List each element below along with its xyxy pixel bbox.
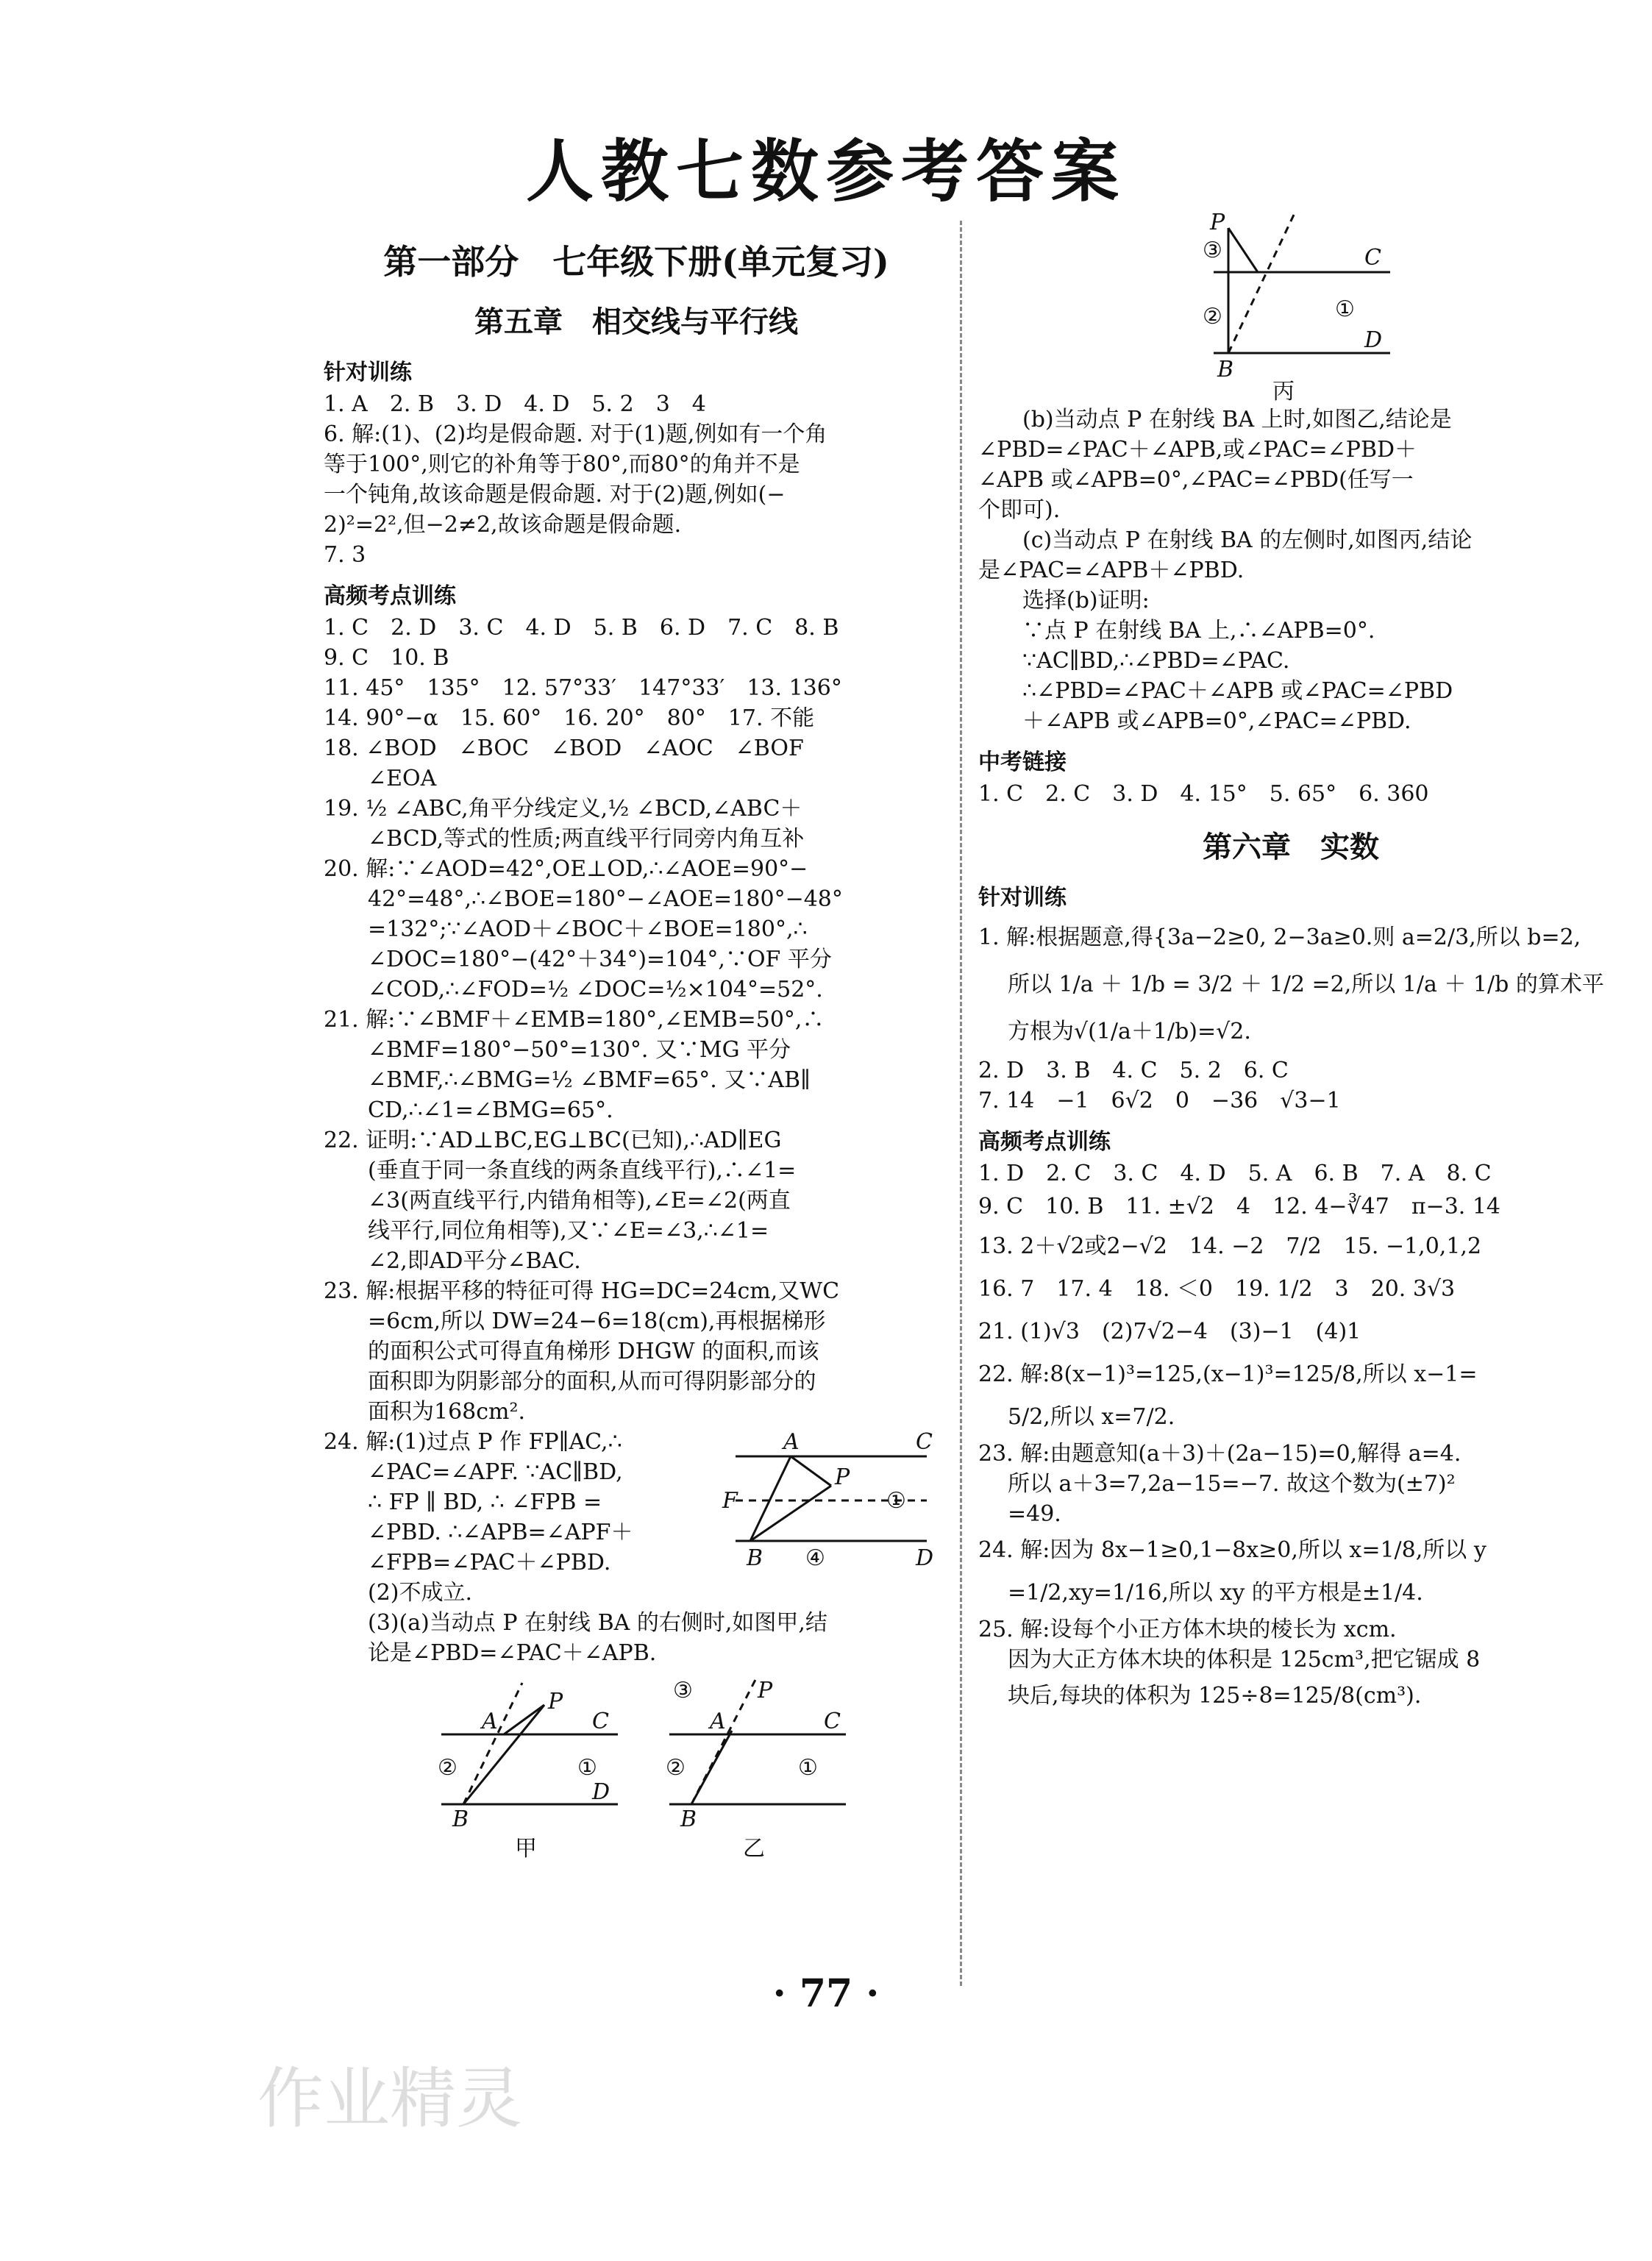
answer-line: (b)当动点 P 在射线 BA 上时,如图乙,结论是: [1022, 407, 1452, 432]
answer-line: ∠2,即AD平分∠BAC.: [368, 1248, 581, 1274]
answer-line: 7. 14 −1 6√2 0 −36 √3−1: [978, 1088, 1341, 1114]
label-A: A: [482, 1709, 498, 1734]
figure-caption-yi: 乙: [743, 1836, 765, 1859]
left-column: [324, 221, 949, 1867]
answer-line: 1. C 2. D 3. C 4. D 5. B 6. D 7. C 8. B: [324, 615, 839, 641]
answer-line: 18. ∠BOD ∠BOC ∠BOD ∠AOC ∠BOF: [324, 736, 804, 761]
answer-line: 11. 45° 135° 12. 57°33′ 147°33′ 13. 136°: [324, 675, 842, 701]
answer-line: 面积为168cm².: [368, 1399, 526, 1425]
answer-line: 20. 解:∵∠AOD=42°,OE⊥OD,∴∠AOE=90°−: [324, 856, 808, 882]
answer-line: ∠EOA: [368, 766, 437, 791]
answer-line: 23. 解:由题意知(a＋3)＋(2a−15)=0,解得 a=4.: [978, 1441, 1461, 1467]
answer-line: CD,∴∠1=∠BMG=65°.: [368, 1097, 613, 1123]
label-circle-1: ①: [886, 1488, 906, 1514]
answer-line: 13. 2＋√2或2−√2 14. −2 7/2 15. −1,0,1,2: [978, 1233, 1482, 1259]
answer-line: 22. 证明:∵AD⊥BC,EG⊥BC(已知),∴AD∥EG: [324, 1128, 782, 1153]
section-frequent-points: 高频考点训练: [324, 583, 456, 609]
answer-line: 的面积公式可得直角梯形 DHGW 的面积,而该: [368, 1339, 819, 1364]
label-B: B: [747, 1545, 763, 1571]
answer-line: 1. D 2. C 3. C 4. D 5. A 6. B 7. A 8. C: [978, 1161, 1492, 1186]
answer-line: 2)²=2²,但−2≠2,故该命题是假命题.: [324, 512, 682, 538]
figure-q24-main: [721, 1427, 941, 1574]
figure-yi: [662, 1676, 853, 1859]
answer-line: 25. 解:设每个小正方体木块的棱长为 xcm.: [978, 1617, 1397, 1642]
answer-line: (垂直于同一条直线的两条直线平行),∴∠1=: [368, 1158, 797, 1183]
section-targeted-training: 针对训练: [324, 360, 412, 385]
watermark: 作业精灵: [257, 2060, 522, 2137]
label-P: P: [835, 1464, 850, 1490]
answer-line: ∠3(两直线平行,内错角相等),∠E=∠2(两直: [368, 1188, 791, 1214]
answer-line: 1. 解:根据题意,得{3a−2≥0, 2−3a≥0.则 a=2/3,所以 b=2,: [978, 925, 1581, 950]
answer-line: 24. 解:(1)过点 P 作 FP∥AC,∴: [324, 1429, 622, 1455]
label-C: C: [824, 1709, 841, 1734]
answer-line: 42°=48°,∴∠BOE=180°−∠AOE=180°−48°: [368, 886, 843, 912]
answer-line: ∵AC∥BD,∴∠PBD=∠PAC.: [1022, 648, 1290, 674]
answer-line: (c)当动点 P 在射线 BA 的左侧时,如图丙,结论: [1022, 527, 1473, 553]
label-circle-4: ④: [805, 1545, 825, 1571]
label-circle-3: ③: [1203, 238, 1222, 263]
answer-line: ∠BMF,∴∠BMG=½ ∠BMF=65°. 又∵AB∥: [368, 1067, 811, 1093]
label-P: P: [758, 1678, 773, 1703]
answer-line: ∴ FP ∥ BD, ∴ ∠FPB =: [368, 1489, 602, 1515]
answer-line: (2)不成立.: [368, 1580, 473, 1606]
answer-line: 9. C 10. B 11. ±√2 4 12. 4−∛47 π−3. 14: [978, 1194, 1501, 1219]
answer-line: ∠BMF=180°−50°=130°. 又∵MG 平分: [368, 1037, 791, 1063]
figure-caption-jia: 甲: [515, 1836, 537, 1859]
label-B: B: [680, 1806, 697, 1832]
answer-line: =49.: [1008, 1501, 1061, 1527]
label-D: D: [592, 1779, 610, 1805]
answer-line: 所以 1/a ＋ 1/b = 3/2 ＋ 1/2 =2,所以 1/a ＋ 1/b 的算术平: [1008, 972, 1604, 997]
answer-line: 24. 解:因为 8x−1≥0,1−8x≥0,所以 x=1/8,所以 y: [978, 1537, 1487, 1563]
label-P: P: [1210, 213, 1225, 235]
answer-line: 方根为√(1/a＋1/b)=√2.: [1008, 1019, 1251, 1044]
answer-line: 23. 解:根据平移的特征可得 HG=DC=24cm,又WC: [324, 1278, 840, 1304]
right-column: [978, 213, 1604, 1717]
label-circle-1: ①: [798, 1755, 818, 1781]
chapter-6-heading: 第六章 实数: [1203, 830, 1379, 864]
page-title: 人教七数参考答案: [525, 132, 1126, 211]
answer-line: 14. 90°−α 15. 60° 16. 20° 80° 17. 不能: [324, 705, 815, 731]
answer-line: ∠PBD. ∴∠APB=∠APF＋: [368, 1520, 633, 1545]
answer-line: ∠BCD,等式的性质;两直线平行同旁内角互补: [368, 826, 805, 852]
answer-line: ＋∠APB 或∠APB=0°,∠PAC=∠PBD.: [1022, 708, 1411, 734]
label-circle-1: ①: [1335, 296, 1355, 322]
answer-line: 论是∠PBD=∠PAC＋∠APB.: [368, 1640, 657, 1666]
answer-line: ∠PBD=∠PAC＋∠APB,或∠PAC=∠PBD＋: [978, 437, 1417, 463]
q24-block: [324, 1427, 949, 1578]
column-divider: [960, 221, 962, 1986]
label-A: A: [783, 1429, 800, 1455]
answer-line: 5/2,所以 x=7/2.: [1008, 1404, 1175, 1430]
answer-line: 1. C 2. C 3. D 4. 15° 5. 65° 6. 360: [978, 781, 1429, 807]
label-F: F: [722, 1488, 738, 1514]
answer-line: 所以 a＋3=7,2a−15=−7. 故这个数为(±7)²: [1008, 1471, 1456, 1497]
answer-line: ∠FPB=∠PAC＋∠PBD.: [368, 1550, 611, 1575]
answer-line: 因为大正方体木块的体积是 125cm³,把它锯成 8: [1008, 1647, 1481, 1673]
label-circle-3: ③: [673, 1678, 693, 1703]
answer-line: 22. 解:8(x−1)³=125,(x−1)³=125/8,所以 x−1=: [978, 1361, 1478, 1387]
answer-line: ∵点 P 在射线 BA 上,∴∠APB=0°.: [1022, 618, 1375, 644]
label-B: B: [1217, 357, 1234, 382]
figure-caption-bing: 丙: [1272, 379, 1295, 405]
answer-line: =6cm,所以 DW=24−6=18(cm),再根据梯形: [368, 1308, 826, 1334]
section-frequent-points: 高频考点训练: [978, 1129, 1111, 1155]
answer-line: 块后,每块的体积为 125÷8=125/8(cm³).: [1008, 1683, 1422, 1709]
answer-line: 6. 解:(1)、(2)均是假命题. 对于(1)题,例如有一个角: [324, 421, 827, 447]
label-A: A: [710, 1709, 726, 1734]
answer-line: 16. 7 17. 4 18. ＜0 19. 1/2 3 20. 3√3: [978, 1276, 1456, 1302]
answer-line: 是∠PAC=∠APB＋∠PBD.: [978, 558, 1245, 583]
label-C: C: [916, 1429, 933, 1455]
answer-line: 2. D 3. B 4. C 5. 2 6. C: [978, 1058, 1289, 1083]
answer-line: =1/2,xy=1/16,所以 xy 的平方根是±1/4.: [1008, 1580, 1423, 1606]
label-C: C: [1364, 245, 1381, 271]
label-circle-2: ②: [438, 1755, 457, 1781]
answer-line: 线平行,同位角相等),又∵∠E=∠3,∴∠1=: [368, 1218, 769, 1244]
answer-line: =132°;∵∠AOD＋∠BOC＋∠BOE=180°,∴: [368, 916, 808, 942]
label-circle-2: ②: [1203, 304, 1222, 330]
answer-line: 1. A 2. B 3. D 4. D 5. 2 3 4: [324, 391, 706, 417]
section-targeted-training: 针对训练: [978, 885, 1067, 911]
figure-bing: [1199, 213, 1405, 405]
label-D: D: [916, 1545, 934, 1571]
label-circle-1: ①: [577, 1755, 597, 1781]
label-D: D: [1364, 327, 1383, 353]
answer-line: (3)(a)当动点 P 在射线 BA 的右侧时,如图甲,结: [368, 1610, 827, 1636]
answer-line: 选择(b)证明:: [1022, 588, 1150, 613]
answer-line: 19. ½ ∠ABC,角平分线定义,½ ∠BCD,∠ABC＋: [324, 796, 802, 822]
chapter-5-heading: 第五章 相交线与平行线: [474, 305, 798, 339]
answer-line: 等于100°,则它的补角等于80°,而80°的角并不是: [324, 452, 800, 477]
label-P: P: [548, 1689, 563, 1715]
label-C: C: [592, 1709, 609, 1734]
answer-line: 21. (1)√3 (2)7√2−4 (3)−1 (4)1: [978, 1319, 1361, 1345]
answer-line: 7. 3: [324, 542, 366, 568]
answer-line: ∠APB 或∠APB=0°,∠PAC=∠PBD(任写一: [978, 467, 1414, 493]
answer-line: 面积即为阴影部分的面积,从而可得阴影部分的: [368, 1369, 816, 1395]
answer-line: ∴∠PBD=∠PAC＋∠APB 或∠PAC=∠PBD: [1022, 678, 1453, 704]
figures-jia-yi: [324, 1676, 949, 1867]
answer-line: ∠COD,∴∠FOD=½ ∠DOC=½×104°=52°.: [368, 977, 823, 1003]
answer-line: 9. C 10. B: [324, 645, 449, 671]
label-circle-2: ②: [666, 1755, 686, 1781]
answer-line: 一个钝角,故该命题是假命题. 对于(2)题,例如(−: [324, 482, 786, 508]
answer-line: 21. 解:∵∠BMF＋∠EMB=180°,∠EMB=50°,∴: [324, 1007, 825, 1033]
answer-line: 个即可).: [978, 497, 1061, 523]
figure-jia: [434, 1676, 625, 1859]
section-exam-link: 中考链接: [978, 749, 1067, 775]
part-heading: 第一部分 七年级下册(单元复习): [383, 242, 889, 282]
answer-line: ∠PAC=∠APF. ∵AC∥BD,: [368, 1459, 623, 1485]
label-B: B: [452, 1806, 469, 1832]
answer-line: ∠DOC=180°−(42°＋34°)=104°,∵OF 平分: [368, 947, 832, 972]
page-number: · 77 ·: [772, 1971, 880, 2016]
